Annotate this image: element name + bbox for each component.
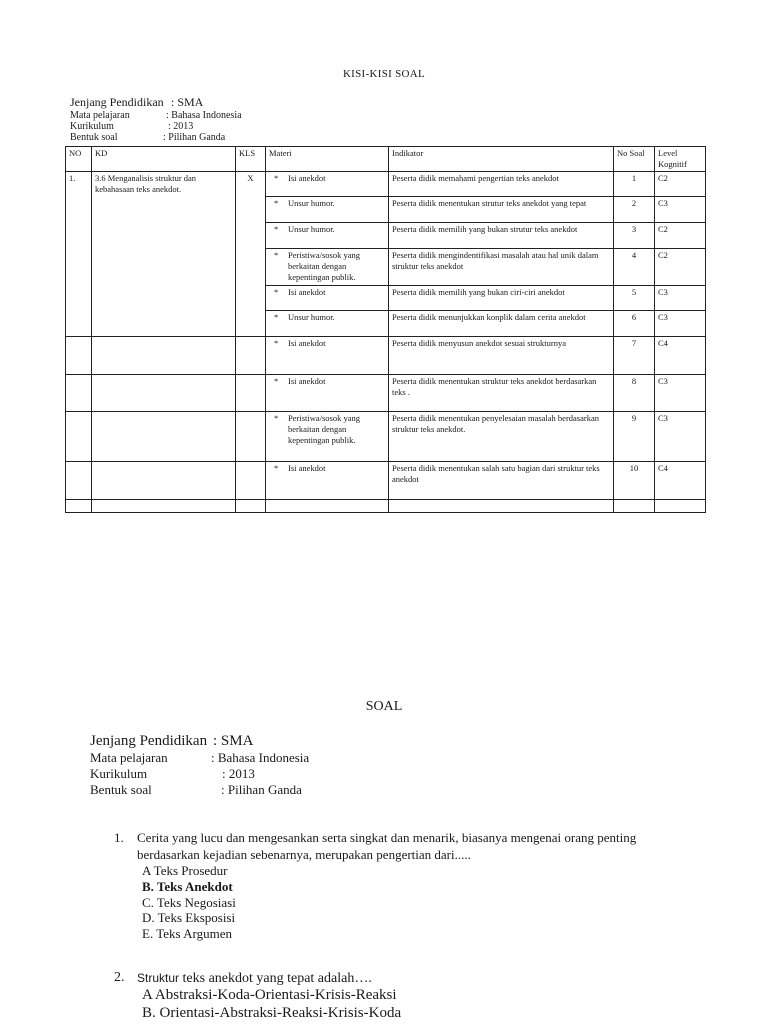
table-header-row xyxy=(66,147,706,172)
q2-option-b: B. Orientasi-Abstraksi-Reaksi-Krisis-Koda xyxy=(142,1005,402,1021)
bullet-icon: * xyxy=(274,198,279,208)
header-value: : SMA xyxy=(171,95,204,109)
cell-level: C4 xyxy=(655,462,706,500)
header-value: : 2013 xyxy=(222,766,255,781)
col-no-soal: No Soal xyxy=(614,147,655,172)
cell-level: C2 xyxy=(655,249,706,286)
header-label: Jenjang Pendidikan xyxy=(70,95,164,109)
col-materi: Materi xyxy=(266,147,389,172)
header-value: : 2013 xyxy=(168,121,194,132)
header-label: Kurikulum xyxy=(90,766,148,781)
q2-text xyxy=(137,971,372,987)
cell-no-soal: 5 xyxy=(614,286,655,311)
header-label: Kurikulum xyxy=(70,121,114,132)
cell-materi: * Isi anekdot xyxy=(266,337,389,375)
cell-indikator: Peserta didik menentukan penyelesaian masalah berdasarkan struktur teks anekdot. xyxy=(389,412,614,462)
kisi-header-bentuk xyxy=(70,132,225,143)
q1-option-b: B. Teks Anekdot xyxy=(142,879,233,894)
bullet-icon: * xyxy=(274,413,279,423)
bullet-icon: * xyxy=(274,463,279,473)
q1-option-e: E. Teks Argumen xyxy=(142,926,232,941)
cell-indikator: Peserta didik mengindentifikasi masalah atau hal unik dalam struktur teks anekdot xyxy=(389,249,614,286)
col-no: NO xyxy=(66,147,92,172)
cell-no-soal: 8 xyxy=(614,375,655,412)
cell-materi: * Isi anekdot xyxy=(266,462,389,500)
cell-no-soal: 10 xyxy=(614,462,655,500)
header-value: : Bahasa Indonesia xyxy=(166,110,242,121)
col-kls: KLS xyxy=(236,147,266,172)
kisi-header-jenjang xyxy=(70,96,203,109)
header-label: Mata pelajaran xyxy=(70,110,130,121)
cell-materi: * Isi anekdot xyxy=(266,286,389,311)
cell-kd: 3.6 Menganalisis struktur dan kebahasaan teks anekdot. xyxy=(92,172,236,337)
kisi-table xyxy=(65,146,706,513)
cell-level: C2 xyxy=(655,223,706,249)
kisi-header-mapel xyxy=(70,110,242,121)
cell-materi: * Unsur humor. xyxy=(266,311,389,337)
header-value: : Pilihan Ganda xyxy=(221,782,302,797)
cell-materi: * Unsur humor. xyxy=(266,223,389,249)
cell-indikator: Peserta didik memilih yang bukan ciri-ciri anekdot xyxy=(389,286,614,311)
cell-level: C3 xyxy=(655,286,706,311)
bullet-icon: * xyxy=(274,173,279,183)
bullet-icon: * xyxy=(274,250,279,260)
cell-level: C4 xyxy=(655,337,706,375)
bullet-icon: * xyxy=(274,287,279,297)
cell-no-soal: 2 xyxy=(614,197,655,223)
cell-no-soal: 7 xyxy=(614,337,655,375)
cell-no-soal: 3 xyxy=(614,223,655,249)
q2-option-a: A Abstraksi-Koda-Orientasi-Krisis-Reaksi xyxy=(142,987,397,1003)
col-indikator: Indikator xyxy=(389,147,614,172)
q1-option-d: D. Teks Eksposisi xyxy=(142,910,236,925)
cell-level: C3 xyxy=(655,412,706,462)
q2-rest: teks anekdot yang tepat adalah…. xyxy=(179,971,372,986)
kisi-header-kurikulum xyxy=(70,121,193,132)
q2-prefix: Struktur xyxy=(137,971,180,985)
cell-kls: X xyxy=(236,172,266,337)
col-kd: KD xyxy=(92,147,236,172)
table-row xyxy=(66,172,706,197)
cell-no-soal: 4 xyxy=(614,249,655,286)
soal-header-mapel xyxy=(90,750,309,766)
header-value: : SMA xyxy=(213,733,254,749)
bullet-icon: * xyxy=(274,224,279,234)
header-label: Jenjang Pendidikan xyxy=(90,733,208,749)
header-label: Bentuk soal xyxy=(90,782,152,797)
col-level: Level Kognitif xyxy=(655,147,706,172)
q1-option-c: C. Teks Negosiasi xyxy=(142,895,236,910)
table-row xyxy=(66,375,706,412)
soal-header-kurikulum xyxy=(90,766,255,782)
cell-indikator: Peserta didik memilih yang bukan strutur teks anekdot xyxy=(389,223,614,249)
kisi-title: KISI-KISI SOAL xyxy=(342,68,426,80)
cell-level: C3 xyxy=(655,311,706,337)
cell-materi: * Peristiwa/sosok yang berkaitan dengan kepentingan publik. xyxy=(266,249,389,286)
cell-no-soal: 9 xyxy=(614,412,655,462)
cell-level: C2 xyxy=(655,172,706,197)
q1-number: 1. xyxy=(114,830,124,845)
table-row xyxy=(66,337,706,375)
cell-no: 1. xyxy=(66,172,92,337)
soal-title: SOAL xyxy=(365,699,403,714)
q1-text-line1: Cerita yang lucu dan mengesankan serta singkat dan menarik, biasanya mengenai orang penting xyxy=(137,830,637,845)
soal-header-jenjang xyxy=(90,733,253,750)
cell-level: C3 xyxy=(655,197,706,223)
table-row xyxy=(66,462,706,500)
header-value: : Bahasa Indonesia xyxy=(211,750,310,765)
bullet-icon: * xyxy=(274,312,279,322)
cell-no-soal: 1 xyxy=(614,172,655,197)
cell-materi: * Isi anekdot xyxy=(266,172,389,197)
cell-indikator: Peserta didik menentukan salah satu bagian dari struktur teks anekdot xyxy=(389,462,614,500)
header-value: : Pilihan Ganda xyxy=(163,132,226,143)
header-label: Mata pelajaran xyxy=(90,750,168,765)
q1-text-line2: berdasarkan kejadian sebenarnya, merupakan pengertian dari..... xyxy=(137,847,471,862)
bullet-icon: * xyxy=(274,338,279,348)
q2-number: 2. xyxy=(114,970,125,985)
cell-no-soal: 6 xyxy=(614,311,655,337)
table-row xyxy=(66,412,706,462)
cell-indikator: Peserta didik menentukan strutur teks anekdot yang tepat xyxy=(389,197,614,223)
cell-materi: * Unsur humor. xyxy=(266,197,389,223)
soal-header-bentuk xyxy=(90,782,302,798)
cell-indikator: Peserta didik menyusun anekdot sesuai strukturnya xyxy=(389,337,614,375)
cell-level: C3 xyxy=(655,375,706,412)
cell-indikator: Peserta didik menentukan struktur teks anekdot berdasarkan teks . xyxy=(389,375,614,412)
cell-materi: * Peristiwa/sosok yang berkaitan dengan kepentingan publik. xyxy=(266,412,389,462)
bullet-icon: * xyxy=(274,376,279,386)
cell-indikator: Peserta didik menunjukkan konplik dalam cerita anekdot xyxy=(389,311,614,337)
cell-materi: * Isi anekdot xyxy=(266,375,389,412)
table-row-empty xyxy=(66,500,706,513)
header-label: Bentuk soal xyxy=(70,132,118,143)
q1-option-a: A Teks Prosedur xyxy=(142,863,228,878)
cell-indikator: Peserta didik memahami pengertian teks anekdot xyxy=(389,172,614,197)
